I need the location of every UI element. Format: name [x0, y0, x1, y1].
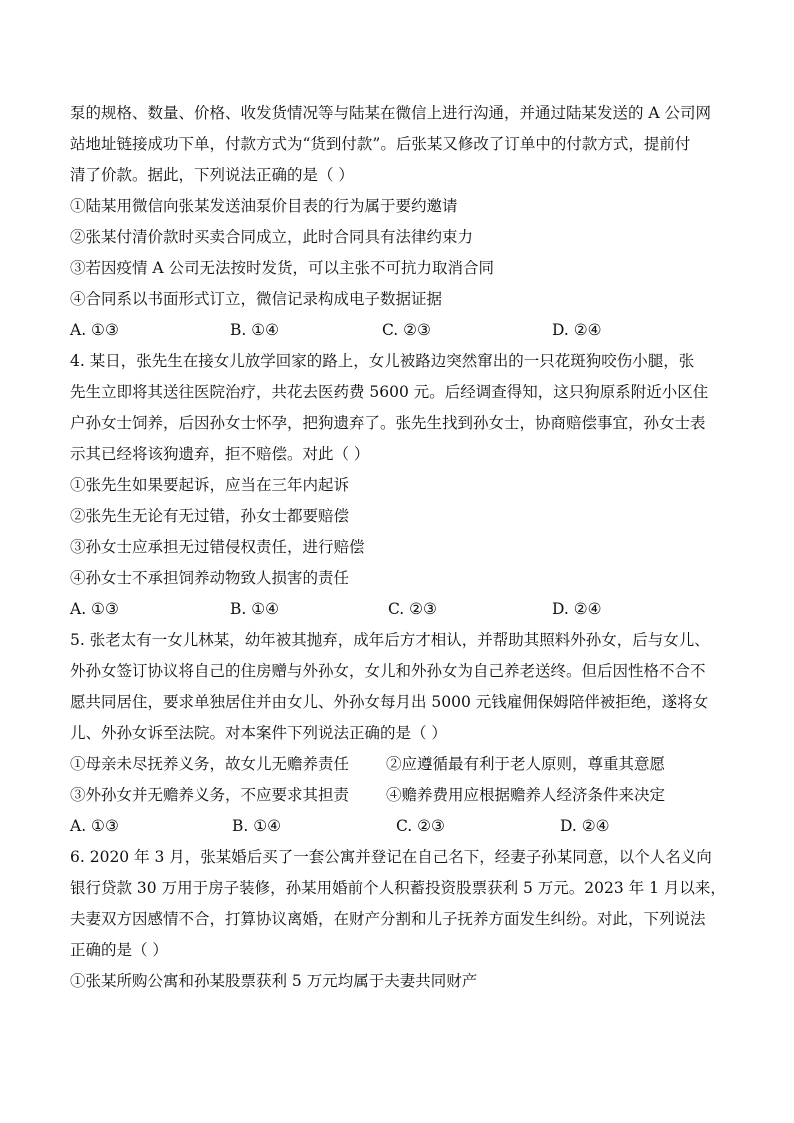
q5-stem-line: 5. 张老太有一女儿林某，幼年被其抛弃，成年后方才相认，并帮助其照料外孙女，后与女儿、	[70, 631, 710, 649]
q3-statement: ③若因疫情 A 公司无法按时发货，可以主张不可抗力取消合同	[70, 259, 495, 277]
q4-statement: ④孙女士不承担饲养动物致人损害的责任	[70, 569, 350, 587]
q5-statement: ③外孙女并无赡养义务，不应要求其担责	[70, 786, 350, 804]
q4-stem-line: 户孙女士饲养，后因孙女士怀孕，把狗遗弃了。张先生找到孙女士，协商赔偿事宜，孙女士表	[70, 414, 706, 432]
q5-statement-row	[70, 749, 730, 780]
q3-option-d: D. ②④	[552, 321, 602, 339]
q5-option-c: C. ②③	[396, 817, 445, 835]
q4-option-c: C. ②③	[388, 600, 437, 618]
q5-stem-line: 愿共同居住，要求单独居住并由女儿、外孙女每月出 5000 元钱雇佣保姆陪伴被拒绝，遂将女	[70, 693, 709, 711]
q5-stem-line: 儿、外孙女诉至法院。对本案件下列说法正确的是（ ）	[70, 724, 447, 742]
q3-statement: ②张某付清价款时买卖合同成立，此时合同具有法律约束力	[70, 228, 474, 246]
q4-option-d: D. ②④	[552, 600, 602, 618]
q6-stem-line: 6. 2020 年 3 月，张某婚后买了一套公寓并登记在自己名下，经妻子孙某同意，以个人名义向	[70, 848, 712, 866]
q4-option-b: B. ①④	[230, 600, 280, 618]
q6-statement: ①张某所购公寓和孙某股票获利 5 万元均属于夫妻共同财产	[70, 972, 478, 990]
q5-stem-line: 外孙女签订协议将自己的住房赠与外孙女，女儿和外孙女为自己养老送终。但后因性格不合不	[70, 662, 706, 680]
q5-options	[70, 811, 730, 842]
q5-statement: ④赡养费用应根据赡养人经济条件来决定	[386, 786, 666, 804]
q3-stem-line: 站地址链接成功下单，付款方式为“货到付款”。后张某又修改了订单中的付款方式，提前付	[70, 135, 691, 153]
q4-statement: ②张先生无论有无过错，孙女士都要赔偿	[70, 507, 350, 525]
q4-stem-line: 4. 某日，张先生在接女儿放学回家的路上，女儿被路边突然窜出的一只花斑狗咬伤小腿，张	[70, 352, 695, 370]
q4-statement: ①张先生如果要起诉，应当在三年内起诉	[70, 476, 350, 494]
q6-stem-line: 正确的是（ ）	[70, 941, 168, 959]
q5-option-a: A. ①③	[70, 817, 119, 835]
q6-stem-line: 银行贷款 30 万用于房子装修，孙某用婚前个人积蓄投资股票获利 5 万元。2023 年 1 月以来，	[70, 879, 726, 897]
q3-statement: ④合同系以书面形式订立，微信记录构成电子数据证据	[70, 290, 443, 308]
q5-option-d: D. ②④	[560, 817, 610, 835]
q3-stem-line: 泵的规格、数量、价格、收发货情况等与陆某在微信上进行沟通，并通过陆某发送的 A 公司网	[70, 104, 712, 122]
q3-statement: ①陆某用微信向张某发送油泵价目表的行为属于要约邀请	[70, 197, 458, 215]
q3-stem-line: 清了价款。据此，下列说法正确的是（ ）	[70, 166, 354, 184]
exam-page	[70, 98, 730, 997]
q6-stem-line: 夫妻双方因感情不合，打算协议离婚，在财产分割和儿子抚养方面发生纠纷。对此，下列说法	[70, 910, 706, 928]
q4-options	[70, 594, 730, 625]
q3-option-b: B. ①④	[230, 321, 280, 339]
q4-stem-line: 示其已经将该狗遗弃，拒不赔偿。对此（ ）	[70, 445, 370, 463]
q3-option-a: A. ①③	[70, 321, 119, 339]
q5-statement-row	[70, 780, 730, 811]
q5-statement: ②应遵循最有利于老人原则，尊重其意愿	[386, 755, 666, 773]
q4-stem-line: 先生立即将其送往医院治疗，共花去医药费 5600 元。后经调查得知，这只狗原系附近小区住	[70, 383, 709, 401]
q5-statement: ①母亲未尽抚养义务，故女儿无赡养责任	[70, 755, 350, 773]
q3-option-c: C. ②③	[382, 321, 431, 339]
q4-statement: ③孙女士应承担无过错侵权责任，进行赔偿	[70, 538, 365, 556]
q5-option-b: B. ①④	[232, 817, 282, 835]
q4-option-a: A. ①③	[70, 600, 119, 618]
q3-options	[70, 315, 730, 346]
